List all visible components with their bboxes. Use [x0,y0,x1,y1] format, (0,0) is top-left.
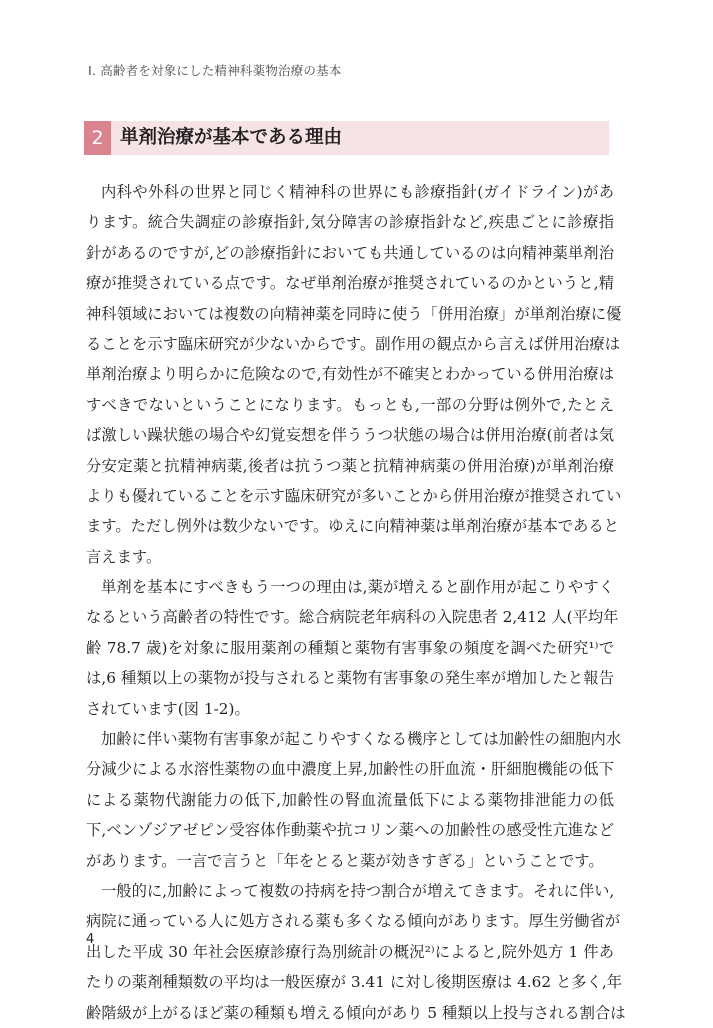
paragraph [86,572,619,724]
text-line: たりの薬剤種類数の平均は一般医療が 3.41 に対し後期医療は 4.62 と多く,年 [86,973,623,992]
text-line: 針があるのですが,どの診療指針においても共通しているのは向精神薬単剤治 [86,243,614,262]
text-line: 齢 78.7 歳)を対象に服用薬剤の種類と薬物有害事象の頻度を調べた研究¹⁾で [86,638,614,657]
text-line: ることを示す臨床研究が少ないからです。副作用の観点から言えば併用治療は [86,334,621,353]
body-text [86,177,626,1028]
text-line: されています(図 1-2)。 [86,699,250,718]
section-number: 2 [84,121,111,155]
text-line: 分減少による水溶性薬物の血中濃度上昇,加齢性の肝血流・肝細胞機能の低下 [86,760,614,779]
text-line: すべきでないということになります。もっとも,一部の分野は例外で,たとえ [86,395,614,414]
text-line: は,6 種類以上の薬物が投与されると薬物有害事象の発生率が増加したと報告 [86,669,614,688]
text-line: ります。統合失調症の診療指針,気分障害の診療指針など,疾患ごとに診療指 [86,213,614,232]
text-line: 単剤治療より明らかに危険なので,有効性が不確実とわかっている併用治療は [86,365,614,384]
text-line: よりも優れていることを示す臨床研究が多いことから併用治療が推奨されてい [86,486,622,505]
section-title: 単剤治療が基本である理由 [120,127,343,148]
text-line: なるという高齢者の特性です。総合病院老年病科の入院患者 2,412 人(平均年 [86,608,619,627]
text-line: 一般的に,加齢によって複数の持病を持つ割合が増えてきます。それに伴い, [101,881,615,900]
text-line: 神科領域においては複数の向精神薬を同時に使う「併用治療」が単剤治療に優 [86,304,622,323]
text-line: 出した平成 30 年社会医療診療行為別統計の概況²⁾によると,院外処方 1 件あ [86,942,614,961]
text-line: ます。ただし例外は数少ないです。ゆえに向精神薬は単剤治療が基本であると [86,517,619,536]
text-line: 加齢に伴い薬物有害事象が起こりやすくなる機序としては加齢性の細胞内水 [101,730,622,749]
text-line: 単剤を基本にすべきもう一つの理由は,薬が増えると副作用が起こりやすく [101,578,614,597]
text-line: 内科や外科の世界と同じく精神科の世界にも診療指針(ガイドライン)があ [101,183,614,201]
text-line: ば激しい躁状態の場合や幻覚妄想を伴ううつ状態の場合は併用治療(前者は気 [86,426,614,445]
paragraph [86,876,626,1028]
section-heading [84,121,609,155]
paragraph [86,724,622,876]
paragraph [86,177,622,572]
text-line: 病院に通っている人に処方される薬も多くなる傾向があります。厚生労働省が [86,912,621,931]
text-line: があります。一言で言うと「年をとると薬が効きすぎる」ということです。 [86,851,604,870]
text-line: 療が推奨されている点です。なぜ単剤治療が推奨されているのかというと,精 [86,274,614,293]
text-line: による薬物代謝能力の低下,加齢性の腎血流量低下による薬物排泄能力の低 [86,790,614,809]
text-line: 言えます。 [86,547,162,566]
text-line: 分安定薬と抗精神病薬,後者は抗うつ薬と抗精神病薬の併用治療)が単剤治療 [86,456,614,475]
page-number: 4 [86,932,95,947]
text-line: 齢階級が上がるほど薬の種類も増える傾向があり 5 種類以上投与される割合は [86,1003,626,1022]
running-head: Ⅰ. 高齢者を対象にした精神科薬物治療の基本 [88,63,342,78]
text-line: 下,ベンゾジアゼピン受容体作動薬や抗コリン薬への加齢性の感受性亢進など [86,821,614,840]
